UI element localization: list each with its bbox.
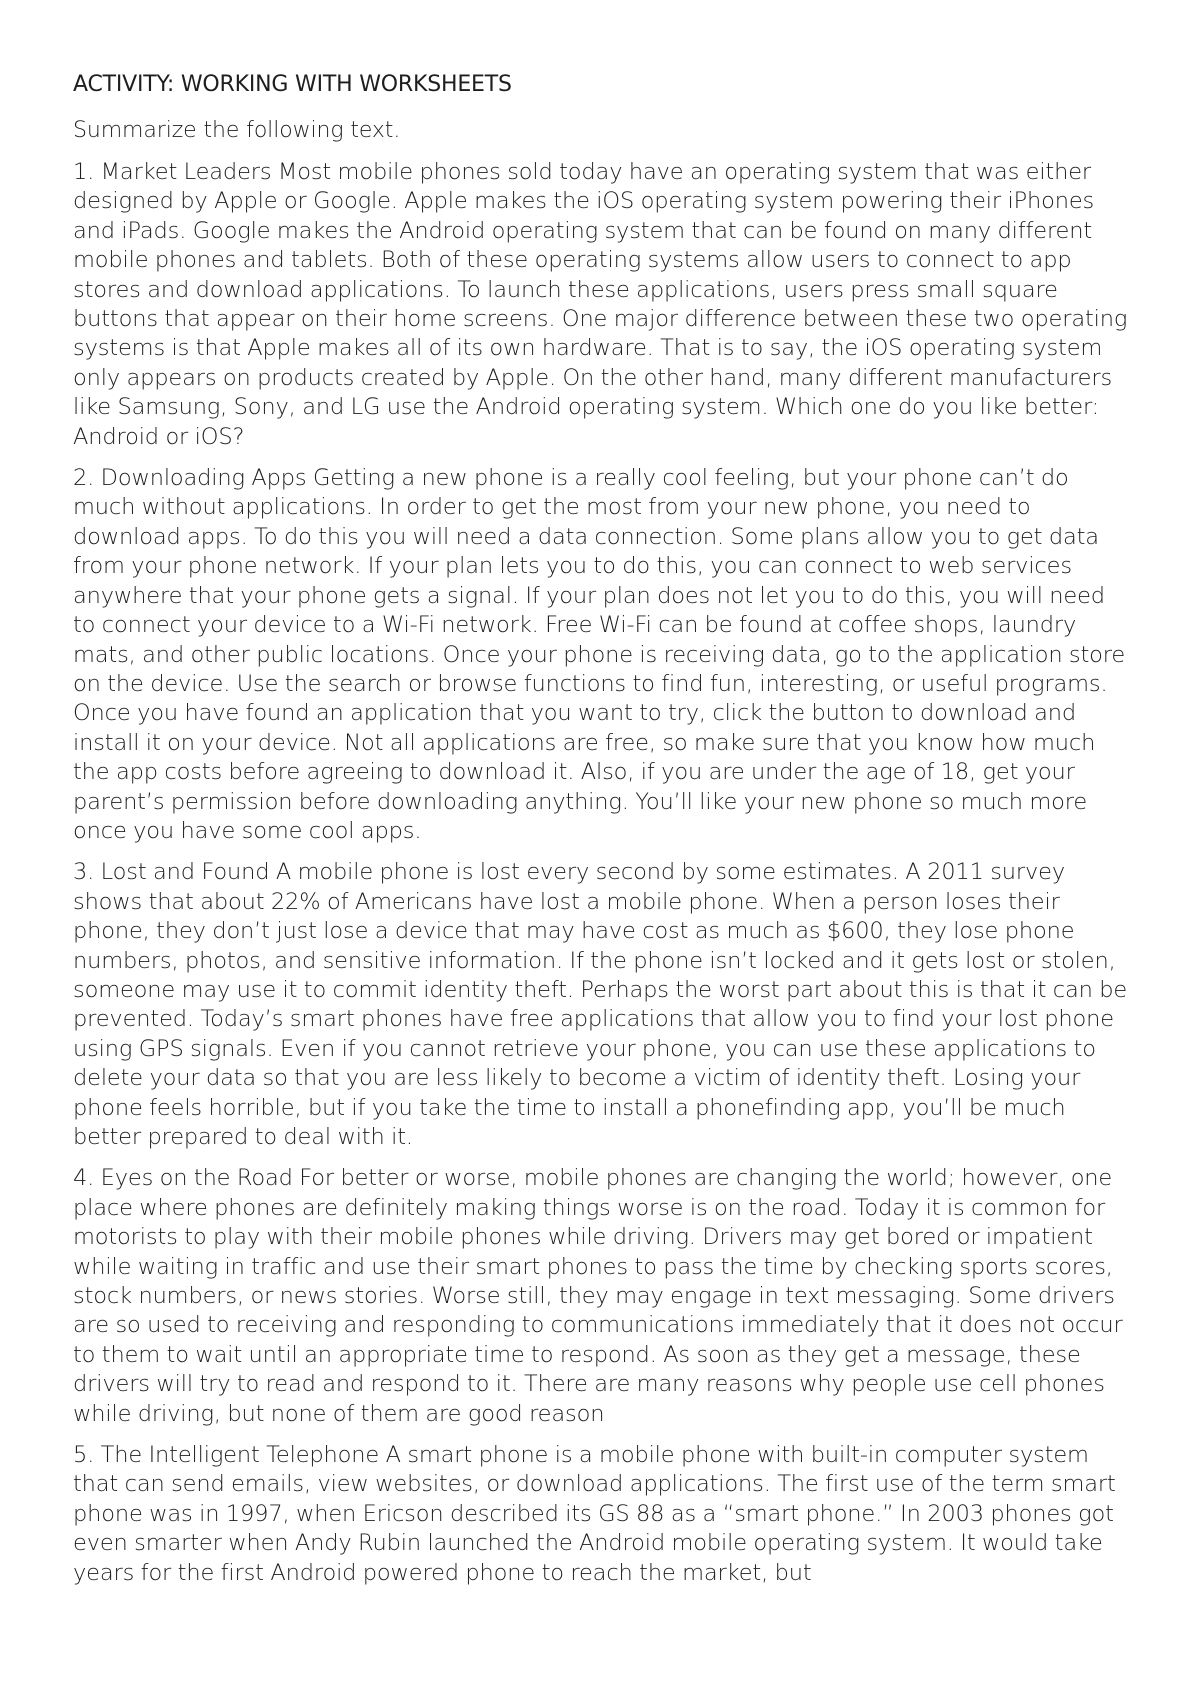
instruction-text: Summarize the following text.	[73, 118, 401, 143]
paragraph-lost-and-found: 3. Lost and Found A mobile phone is lost every second by some estimates. A 2011 survey shows that about 22% of Americans have lost a mobile phone. When a person loses their phone, they don’t just lose a device that may have cost as much as $600, they lose phone numbers, photos, and sensitive information. If the phone isn’t locked and it gets lost or stolen, someone may use it to commit identity theft. Perhaps the worst part about this is that it can be prevented. Today’s smart phones have free applications that allow you to find your lost phone using GPS signals. Even if you cannot retrieve your phone, you can use these applications to delete your data so that you are less likely to become a victim of identity theft. Losing your phone feels horrible, but if you take the time to install a phonefinding app, you’ll be much better prepared to deal with it.	[73, 859, 1128, 1150]
paragraph-eyes-on-the-road: 4. Eyes on the Road For better or worse, mobile phones are changing the world; however, one place where phones are definitely making things worse is on the road. Today it is common for motorists to play with their mobile phones while driving. Drivers may get bored or impatient while waiting in traffic and use their smart phones to pass the time by checking sports scores, stock numbers, or news stories. Worse still, they may engage in text messaging. Some drivers are so used to receiving and responding to communications immediately that it does not occur to them to wait until an appropriate time to respond. As soon as they get a message, these drivers will try to read and respond to it. There are many reasons why people use cell phones while driving, but none of them are good reason	[73, 1165, 1123, 1427]
paragraph-market-leaders: 1. Market Leaders Most mobile phones sold today have an operating system that was either designed by Apple or Google. Apple makes the iOS operating system powering their iPhones and iPads. Google makes the Android operating system that can be found on many different mobile phones and tablets. Both of these operating systems allow users to connect to app stores and download applications. To launch these applications, users press small square buttons that appear on their home screens. One major difference between these two operating systems is that Apple makes all of its own hardware. That is to say, the iOS operating system only appears on products created by Apple. On the other hand, many different manufacturers like Samsung, Sony, and LG use the Android operating system. Which one do you like better: Android or iOS?	[73, 159, 1128, 450]
paragraph-downloading-apps: 2. Downloading Apps Getting a new phone is a really cool feeling, but your phone can’t do much without applications. In order to get the most from your new phone, you need to download apps. To do this you will need a data connection. Some plans allow you to get data from your phone network. If your plan lets you to do this, you can connect to web services anywhere that your phone gets a signal. If your plan does not let you to do this, you will need to connect your device to a Wi-Fi network. Free Wi-Fi can be found at coffee shops, laundry mats, and other public locations. Once your phone is receiving data, go to the application store on the device. Use the search or browse functions to find fun, interesting, or useful programs. Once you have found an application that you want to try, click the button to download and install it on your device. Not all applications are free, so make sure that you know how much the app costs before agreeing to download it. Also, if you are under the age of 18, get your parent’s permission before downloading anything. You’ll like your new phone so much more once you have some cool apps.	[73, 465, 1126, 844]
paragraph-intelligent-telephone: 5. The Intelligent Telephone A smart phone is a mobile phone with built-in computer system that can send emails, view websites, or download applications. The first use of the term smart phone was in 1997, when Ericson described its GS 88 as a “smart phone.” In 2003 phones got even smarter when Andy Rubin launched the Android mobile operating system. It would take years for the first Android powered phone to reach the market, but	[73, 1442, 1116, 1586]
page-title: ACTIVITY: WORKING WITH WORKSHEETS	[73, 72, 512, 97]
